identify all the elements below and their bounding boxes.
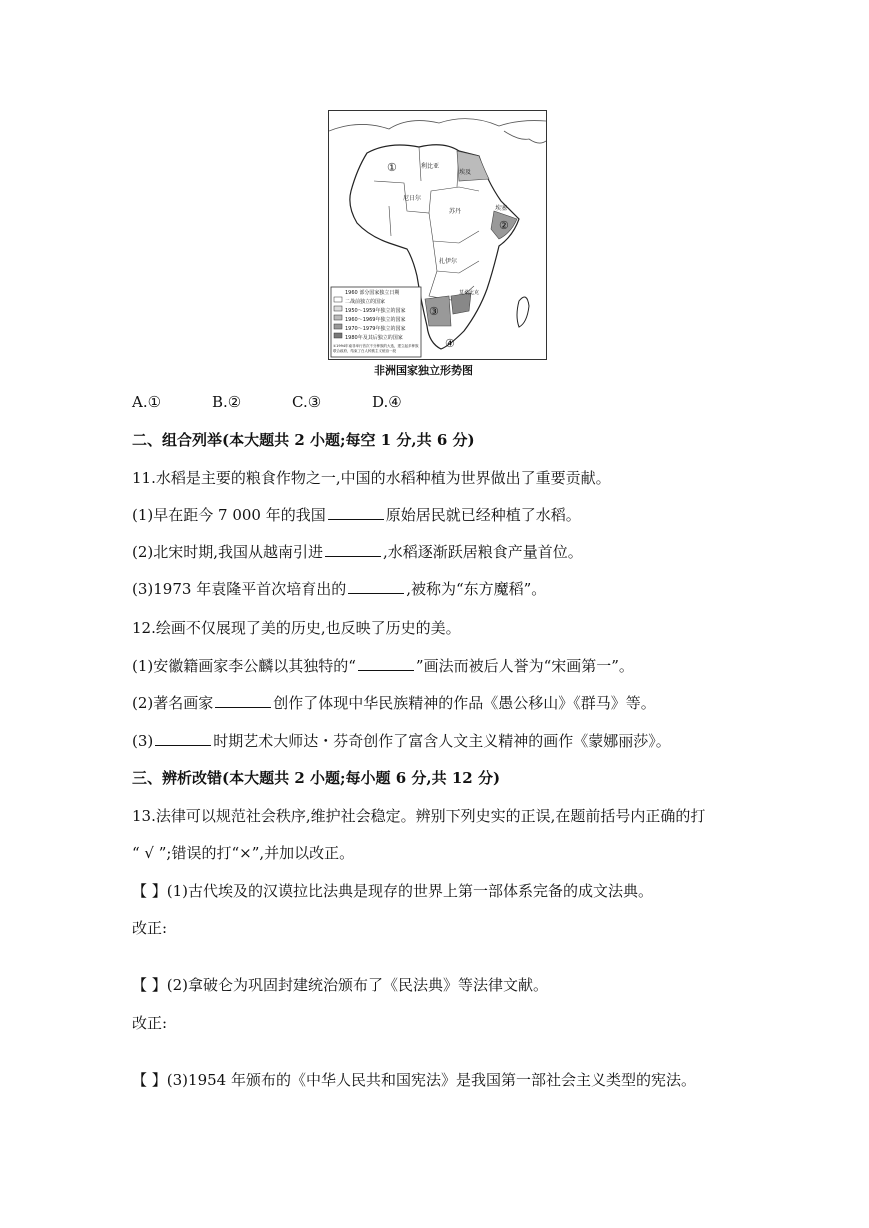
section2-heading: 二、组合列举(本大题共 2 小题;每空 1 分,共 6 分)	[132, 431, 475, 449]
answer-bracket[interactable]: 【 】	[132, 1071, 167, 1089]
option-d: D.④	[372, 393, 402, 411]
answer-blank[interactable]	[155, 731, 211, 746]
map-label-ethiopia: 埃塞	[495, 205, 508, 212]
map-label-num4: ④	[445, 337, 455, 350]
q13-item2: 【 】(2)拿破仑为巩固封建统治颁布了《民法典》等法律文献。	[132, 976, 549, 994]
q13-correction2: 改正:	[132, 1014, 168, 1032]
answer-blank[interactable]	[358, 656, 414, 671]
option-c: C.③	[292, 393, 322, 411]
q13-correction1: 改正:	[132, 919, 168, 937]
map-label-niger: 尼日尔	[403, 195, 422, 202]
map-label-libya: 利比亚	[421, 163, 440, 170]
map-label-sudan: 苏丹	[449, 208, 462, 215]
section3-heading: 三、辨析改错(本大题共 2 小题;每小题 6 分,共 12 分)	[132, 769, 501, 787]
legend-item: 二战前独立的国家	[345, 299, 386, 305]
legend-item: 1960～1969年独立的国家	[345, 317, 406, 323]
q10-options	[132, 392, 452, 412]
answer-blank[interactable]	[348, 579, 404, 594]
q11-stem: 11.水稻是主要的粮食作物之一,中国的水稻种植为世界做出了重要贡献。	[132, 469, 611, 487]
map-label-num2: ②	[499, 219, 509, 232]
q12-stem: 12.绘画不仅展现了美的历史,也反映了历史的美。	[132, 619, 461, 637]
map-label-num3: ③	[429, 305, 439, 318]
q12-part2: (2)著名画家 创作了体现中华民族精神的作品《愚公移山》《群马》等。	[132, 694, 656, 712]
option-b: B.②	[212, 393, 242, 411]
map-label-zaire: 扎伊尔	[439, 258, 458, 265]
q13-stem-line1: 13.法律可以规范社会秩序,维护社会稳定。辨别下列史实的正误,在题前括号内正确的打	[132, 807, 706, 825]
q13-item1: 【 】(1)古代埃及的汉谟拉比法典是现存的世界上第一部体系完备的成文法典。	[132, 882, 654, 900]
legend-item: 1970～1979年独立的国家	[345, 326, 406, 332]
q11-part1: (1)早在距今 7 000 年的我国 原始居民就已经种植了水稻。	[132, 506, 581, 524]
q12-part3: (3) 时期艺术大师达・芬奇创作了富含人文主义精神的画作《蒙娜丽莎》。	[132, 732, 671, 750]
africa-independence-map	[328, 110, 547, 360]
q11-part2: (2)北宋时期,我国从越南引进 ,水稻逐渐跃居粮食产量首位。	[132, 543, 583, 561]
legend-note: ①1994年南非举行首次不分种族的大选，建立起多种族联合政府，结束了白人种族主义统治一段	[333, 344, 419, 353]
map-label-egypt: 埃及	[459, 169, 472, 176]
option-a: A.①	[132, 393, 162, 411]
q12-part1: (1)安徽籍画家李公麟以其独特的“ ”画法而被后人誉为“宋画第一”。	[132, 657, 634, 675]
answer-blank[interactable]	[215, 693, 271, 708]
q13-item3: 【 】(3)1954 年颁布的《中华人民共和国宪法》是我国第一部社会主义类型的宪法。	[132, 1071, 696, 1089]
map-legend	[345, 289, 405, 343]
answer-bracket[interactable]: 【 】	[132, 976, 167, 994]
map-caption: 非洲国家独立形势图	[374, 364, 473, 377]
map-label-num1: ①	[387, 161, 397, 174]
map-label-mozambique: 莫桑比克	[459, 290, 480, 296]
q13-stem-line2: “ √ ”;错误的打“×”,并加以改正。	[132, 844, 355, 862]
legend-item: 1950～1959年独立的国家	[345, 308, 406, 314]
legend-item: 1980年及其后独立的国家	[345, 335, 403, 341]
answer-blank[interactable]	[325, 542, 381, 557]
legend-item: 1960 部分国家独立日期	[345, 290, 400, 296]
answer-blank[interactable]	[328, 505, 384, 520]
q11-part3: (3)1973 年袁隆平首次培育出的 ,被称为“东方魔稻”。	[132, 580, 547, 598]
answer-bracket[interactable]: 【 】	[132, 882, 167, 900]
